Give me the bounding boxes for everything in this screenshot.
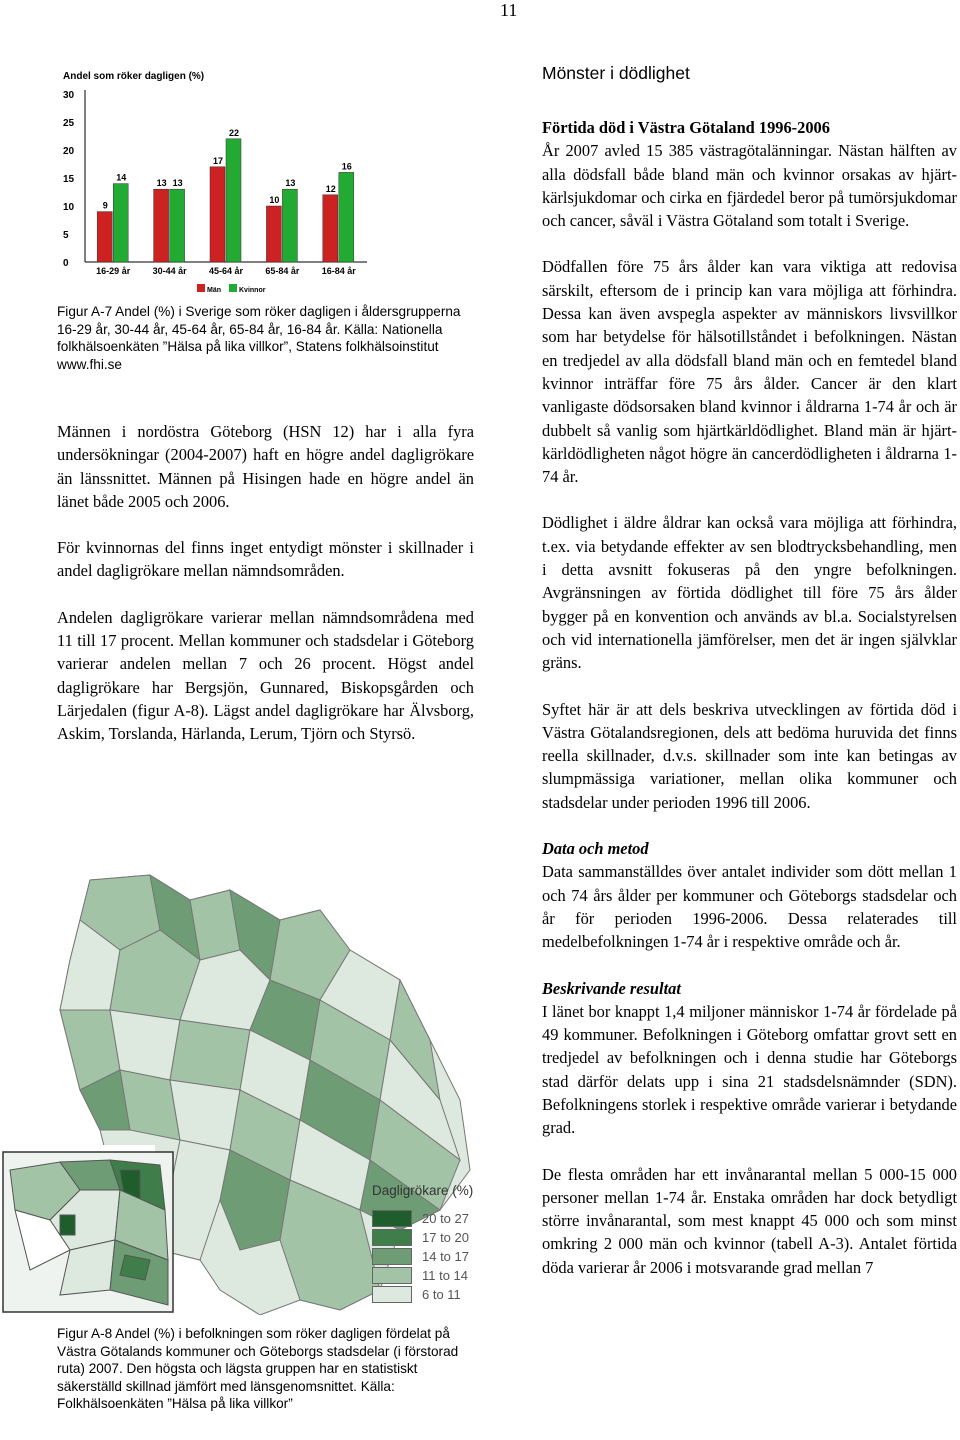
x-tick-label: 16-29 år [96, 266, 131, 276]
legend-swatch [372, 1267, 412, 1284]
paragraph: I länet bor knappt 1,4 miljoner människor 1-74 år fördelade på 49 kommuner. Befolkningen i Göteborg omfattar grovt sett en tredjedel av befolkningen och i denna studie har Göteborgs stad därför delats upp i sina 21 stadsdelsnämnder (SDN). Befolkningens storlek i respektive område varierar i betydande grad. [542, 1001, 957, 1138]
bar-kvinnor [339, 172, 354, 262]
bar-män [210, 167, 225, 262]
legend-swatch [372, 1248, 412, 1265]
paragraph: De flesta områden har ett invånarantal mellan 5 000-15 000 personer mellan 1-74 år. Enstaka områden har dock betydligt större invånarantal, som mest knappt 45 000 och som minst omkring 2 000 män och kvinnor (tabell A-3). Antalet förtida döda varierar år 2006 i motsvarande grad mellan 7 [542, 1164, 957, 1277]
bar-kvinnor [113, 184, 128, 262]
goteborg-inset [3, 1152, 173, 1312]
chart-title: Andel som röker dagligen (%) [63, 71, 205, 82]
bar-män [323, 195, 338, 262]
smoking-bar-chart [57, 66, 387, 296]
bar-value-label: 22 [228, 127, 240, 138]
paragraph: Dödlighet i äldre åldrar kan också vara möjliga att förhindra, t.ex. via betydande effekter av sen blodtrycksbehandling, men i detta avsnitt fokuseras på den yngre befolkningen. Avgränsningen av förtida dödlighet till före 75 års ålder bygger på en konvention och används av bl.a. Socialstyrelsen och vid internationella jämförelser, men det är ingen självklar gräns. [542, 513, 957, 673]
chart-legend-swatch [197, 284, 205, 292]
bar-value-label: 10 [269, 195, 280, 205]
bar-män [266, 206, 281, 262]
x-tick-label: 65-84 år [265, 266, 300, 276]
legend-row [372, 1266, 473, 1285]
y-tick-label: 0 [63, 258, 69, 269]
section-header: Mönster i dödlighet [542, 63, 690, 83]
legend-row [372, 1209, 473, 1228]
paragraph: År 2007 avled 15 385 västragötalänningar. Nästan hälften av alla dödsfall både bland män och kvinnor orsakas av hjärt- kärlsjukdomar och cirka en fjärdedel beror på tumörsjukdomar och cancer, såväl i Västra Götaland som totalt i Sverige. [542, 141, 957, 231]
legend-label: 14 to 17 [422, 1249, 469, 1264]
y-tick-label: 5 [63, 230, 69, 241]
left-column [57, 420, 474, 769]
bar-män [97, 212, 112, 262]
legend-row [372, 1247, 473, 1266]
bar-value-label: 13 [172, 178, 183, 189]
map-region [170, 1020, 250, 1090]
bar-value-label: 16 [341, 161, 352, 172]
figure-a7-caption: Figur A-7 Andel (%) i Sverige som röker dagligen i åldersgrupperna 16-29 år, 30-44 år, 45-64 år, 65-84 år, 16-84 år. Källa: Nationella folkhälsoenkäten ”Hälsa på lika villkor”, Statens folkhälsoinstitut www.fhi.se [57, 304, 461, 372]
legend-label: 17 to 20 [422, 1230, 469, 1245]
bar-kvinnor [226, 139, 241, 262]
x-tick-label: 30-44 år [152, 266, 187, 276]
bar-value-label: 13 [285, 178, 296, 189]
y-tick-label: 15 [63, 174, 75, 185]
section-heading: Förtida död i Västra Götaland 1996-2006 [542, 118, 830, 137]
right-column [542, 116, 957, 1302]
legend-swatch [372, 1286, 412, 1303]
bar-value-label: 9 [102, 200, 108, 211]
bar-value-label: 14 [116, 172, 127, 183]
y-tick-label: 25 [63, 118, 75, 129]
subheading-result: Beskrivande resultat [542, 978, 681, 998]
x-tick-label: 16-84 år [321, 266, 356, 276]
map-region [170, 1080, 240, 1150]
chart-legend-label: Kvinnor [239, 287, 266, 294]
paragraph: Dödfallen före 75 års ålder kan vara viktiga att redovisa särskilt, eftersom de i princip kan vara möjliga att förhindra. Dessa kan även avspegla aspekter av människors livsvillkor som har betydelse för hälsotillståndet i befolkningen. Nästan en tredjedel av alla dödsfall bland män och en femtedel bland kvinnor inträffar före 75 års ålder. Cancer är den klart vanligaste dödsorsaken bland kvinnor i åldrarna 1-74 år och är dubbelt så vanlig som hjärtkärldödlighet. Bland män är hjärt-kärldödligheten något högre än cancerdödligheten i åldrarna 1-74 år. [542, 257, 957, 487]
legend-swatch [372, 1229, 412, 1246]
paragraph: Syftet här är att dels beskriva utvecklingen av förtida död i Västra Götalandsregionen, dels att bedöma huruvida det finns reella skillnader, d.v.s. skillnader som inte kan betingas av slumpmässiga variationer, mellan olika kommuner och stadsdelar under perioden 1996 till 2006. [542, 699, 957, 812]
paragraph: Männen i nordöstra Göteborg (HSN 12) har i alla fyra undersökningar (2004-2007) haft en högre andel dagligrökare än länssnittet. Männen på Hisingen hade en högre andel än länet både 2005 och 2006. [57, 422, 474, 511]
x-tick-label: 45-64 år [208, 266, 244, 276]
legend-title: Dagligrökare (%) [372, 1183, 474, 1198]
paragraph: Data sammanställdes över antalet individer som dött mellan 1 och 74 års ålder per kommuner och Göteborgs stadsdelar och år för perioden 1996-2006. Dessa relaterades till medelbefolkningen 1-74 år i respektive område och år. [542, 862, 957, 952]
legend-label: 11 to 14 [422, 1268, 469, 1283]
chart-legend-label: Män [207, 287, 221, 294]
legend-label: 6 to 11 [422, 1287, 461, 1302]
y-tick-label: 10 [63, 202, 75, 213]
chart-legend-swatch [229, 284, 237, 292]
legend-row [372, 1228, 473, 1247]
page-number: 11 [500, 0, 518, 20]
y-tick-label: 30 [63, 90, 75, 101]
bar-value-label: 12 [325, 183, 336, 194]
paragraph: Andelen dagligrökare varierar mellan nämndsområdena med 11 till 17 procent. Mellan kommuner och stadsdelar i Göteborg varierar andelen mellan 7 och 26 procent. Högst andel dagligrökare har Bergsjön, Gunnared, Biskopsgården och Lärjedalen (figur A-8). Lägst andel dagligrökare har Älvsborg, Askim, Torslanda, Härlanda, Lerum, Tjörn och Styrsö. [57, 607, 474, 744]
subheading-data: Data och metod [542, 839, 649, 859]
map-region [110, 1010, 180, 1080]
map-legend [372, 1183, 473, 1304]
legend-label: 20 to 27 [422, 1211, 469, 1226]
bar-kvinnor [170, 189, 185, 262]
bar-män [154, 189, 169, 262]
bar-value-label: 13 [156, 178, 167, 189]
figure-a8-caption: Figur A-8 Andel (%) i befolkningen som röker dagligen fördelat på Västra Götalands kommuner och Göteborgs stadsdelar (i förstorad ruta) 2007. Den högsta och lägsta gruppen har en statistiskt säkerställd skillnad jämfört med länsgenomsnittet. Källa: Folkhälsoenkäten ”Hälsa på lika villkor” [57, 1326, 459, 1411]
legend-row [372, 1285, 473, 1304]
bar-kvinnor [282, 189, 297, 262]
chart-svg [57, 66, 387, 296]
paragraph: För kvinnornas del finns inget entydigt mönster i skillnader i andel dagligrökare mellan nämndsområden. [57, 538, 474, 581]
bar-value-label: 17 [212, 155, 224, 166]
y-tick-label: 20 [63, 146, 75, 157]
legend-swatch [372, 1210, 412, 1227]
